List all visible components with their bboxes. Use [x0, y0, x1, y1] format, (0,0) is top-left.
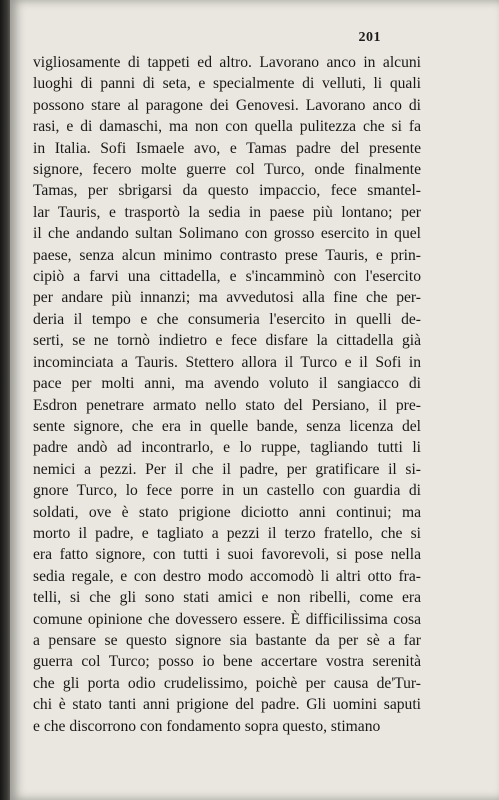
- text-line: vigliosamente di tappeti ed altro. Lavorano anco in alcuni: [33, 54, 421, 71]
- text-line: chi è stato tanti anni prigione del padre. Gli uomini saputi: [33, 696, 421, 714]
- text-line: Esdron penetrare armato nello stato del Persiano, il pre-: [33, 396, 421, 414]
- text-line: serti, se ne tornò indietro e fece disfare la cittadella già: [33, 332, 421, 350]
- text-line: e che discorrono con fondamento sopra questo, stimano: [33, 717, 381, 735]
- text-line: gnore Turco, lo fece porre in un castello con guardia di: [33, 482, 421, 500]
- text-line: morto il padre, e tagliato a pezzi il terzo fratello, che si: [33, 524, 421, 542]
- text-line: comune opinione che dovessero essere. È difficilissima cosa: [33, 610, 421, 628]
- book-gutter-shadow: [0, 0, 10, 800]
- body-text: [33, 52, 421, 737]
- text-line: il che andando sultan Solimano con grosso esercito in quel: [33, 225, 421, 243]
- text-line: sedia regale, e con destro modo accomodò li altri otto fra-: [33, 567, 421, 585]
- text-line: sente signore, che era in quelle bande, senza licenza del: [33, 417, 421, 435]
- text-line: soldati, ove è stato prigione diciotto anni continui; ma: [33, 503, 421, 521]
- text-line: pace per molti anni, ma avendo voluto il sangiacco di: [33, 375, 421, 393]
- text-line: deria il tempo e che consumeria l'esercito in quelli de-: [33, 310, 421, 328]
- book-page: [10, 0, 499, 800]
- text-line: cipiò a farvi una cittadella, e s'incamminò con l'esercito: [33, 268, 421, 286]
- text-line: telli, si che gli sono stati amici e non ribelli, come era: [33, 589, 421, 607]
- page-number: 201: [358, 30, 381, 45]
- text-line: nemici a pezzi. Per il che il padre, per gratificare il si-: [33, 460, 421, 478]
- text-line: per andare più innanzi; ma avvedutosi alla fine che per-: [33, 289, 421, 307]
- text-line: paese, senza alcun minimo contrasto prese Tauris, e prin-: [33, 246, 421, 264]
- text-line: era fatto signore, con tutti i suoi favorevoli, si pose nella: [33, 546, 421, 564]
- text-line: signore, fecero molte guerre col Turco, onde finalmente: [33, 161, 421, 179]
- text-line: Tamas, per sbrigarsi da questo impaccio, fece smantel-: [33, 182, 421, 200]
- text-line: rasi, e di damaschi, ma non con quella pulitezza che si fa: [33, 118, 421, 136]
- text-line: possono stare al paragone dei Genovesi. Lavorano anco di: [33, 96, 421, 114]
- text-line: guerra col Turco; posso io bene accertare vostra serenità: [33, 653, 421, 671]
- text-line: luoghi di panni di seta, e specialmente di velluti, li quali: [33, 75, 421, 93]
- text-line: che gli porta odio crudelissimo, poichè per causa de'Tur-: [33, 674, 421, 692]
- text-line: lar Tauris, e trasportò la sedia in paese più lontano; per: [33, 203, 421, 221]
- text-line: in Italia. Sofi Ismaele avo, e Tamas padre del presente: [33, 139, 421, 157]
- text-line: a pensare se questo signore sia bastante da per sè a far: [33, 631, 421, 649]
- text-line: padre andò ad incontrarlo, e lo ruppe, tagliando tutti li: [33, 439, 421, 457]
- text-line: incominciata a Tauris. Stettero allora il Turco e il Sofi in: [33, 353, 421, 371]
